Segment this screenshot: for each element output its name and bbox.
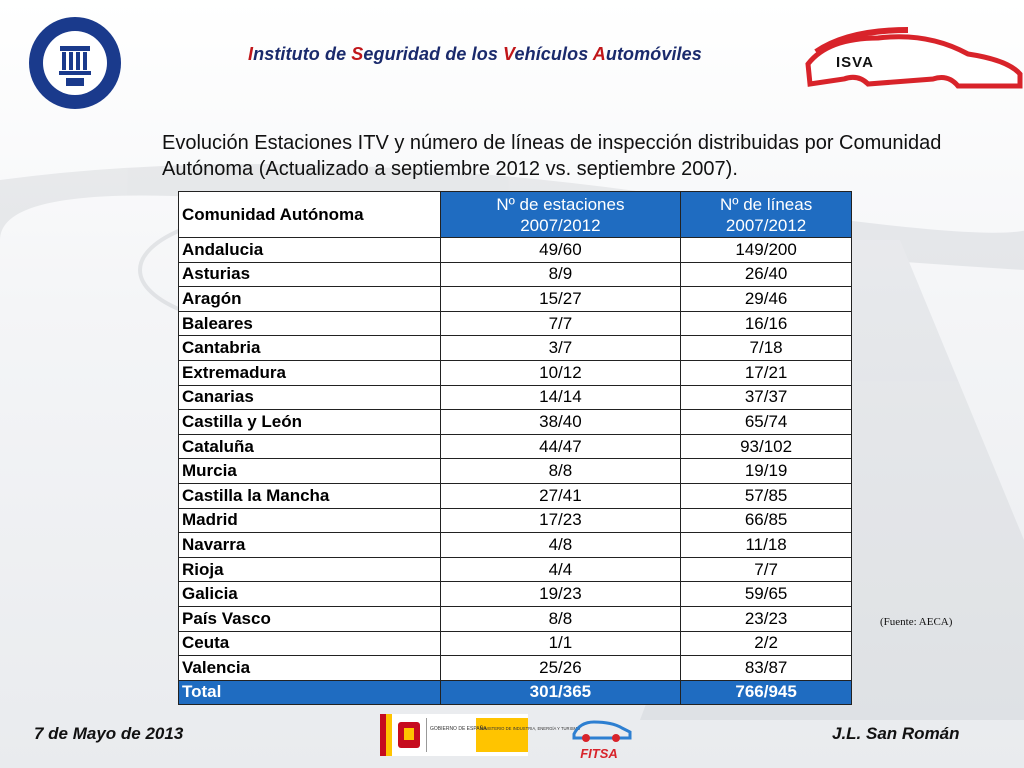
cell-region: País Vasco xyxy=(179,606,441,631)
cell-stations: 4/8 xyxy=(440,533,681,558)
total-stations: 301/365 xyxy=(440,680,681,705)
uc3m-logo xyxy=(26,14,124,112)
cell-lines: 57/85 xyxy=(681,483,852,508)
table-row xyxy=(179,557,852,582)
cell-stations: 17/23 xyxy=(440,508,681,533)
ministerio-gobierno-text: GOBIERNO DE ESPAÑA xyxy=(430,726,487,732)
cell-lines: 29/46 xyxy=(681,287,852,312)
cell-lines: 17/21 xyxy=(681,360,852,385)
cell-stations: 25/26 xyxy=(440,656,681,681)
itv-stations-table xyxy=(178,191,852,705)
ministerio-name-text: MINISTERIO DE INDUSTRIA, ENERGÍA Y TURISMO xyxy=(480,726,581,731)
cell-region: Cataluña xyxy=(179,434,441,459)
cell-stations: 4/4 xyxy=(440,557,681,582)
cell-region: Extremadura xyxy=(179,360,441,385)
header-title-initial: I xyxy=(248,44,254,64)
header-title-initial: S xyxy=(351,44,364,64)
fitsa-logo xyxy=(566,714,636,762)
cell-region: Castilla y León xyxy=(179,410,441,435)
table-row xyxy=(179,508,852,533)
table-row xyxy=(179,631,852,656)
column-header-lines: Nº de líneas 2007/2012 xyxy=(681,192,852,238)
fitsa-logo-text: FITSA xyxy=(580,746,618,761)
header-title-segment: nstituto de xyxy=(253,44,352,64)
cell-region: Cantabria xyxy=(179,336,441,361)
header-title-segment: eguridad de los xyxy=(363,44,504,64)
cell-lines: 65/74 xyxy=(681,410,852,435)
cell-stations: 14/14 xyxy=(440,385,681,410)
table-header-row xyxy=(179,192,852,238)
cell-lines: 19/19 xyxy=(681,459,852,484)
footer-date: 7 de Mayo de 2013 xyxy=(34,724,184,743)
cell-region: Asturias xyxy=(179,262,441,287)
header-title-segment: utomóviles xyxy=(605,44,702,64)
cell-stations: 44/47 xyxy=(440,434,681,459)
ministerio-logo xyxy=(380,714,581,756)
cell-lines: 7/18 xyxy=(681,336,852,361)
cell-region: Madrid xyxy=(179,508,441,533)
cell-region: Valencia xyxy=(179,656,441,681)
column-header-stations: Nº de estaciones 2007/2012 xyxy=(440,192,681,238)
table-row xyxy=(179,483,852,508)
cell-stations: 38/40 xyxy=(440,410,681,435)
cell-lines: 7/7 xyxy=(681,557,852,582)
cell-lines: 59/65 xyxy=(681,582,852,607)
header-title-initial: A xyxy=(592,44,606,64)
cell-region: Rioja xyxy=(179,557,441,582)
table-row xyxy=(179,533,852,558)
table-row xyxy=(179,238,852,263)
cell-region: Aragón xyxy=(179,287,441,312)
cell-lines: 149/200 xyxy=(681,238,852,263)
table-row xyxy=(179,434,852,459)
table-row xyxy=(179,311,852,336)
total-lines: 766/945 xyxy=(681,680,852,705)
cell-stations: 27/41 xyxy=(440,483,681,508)
table-row xyxy=(179,360,852,385)
cell-region: Baleares xyxy=(179,311,441,336)
cell-stations: 8/8 xyxy=(440,606,681,631)
cell-lines: 66/85 xyxy=(681,508,852,533)
isva-logo-text: ISVA xyxy=(836,54,874,71)
cell-lines: 26/40 xyxy=(681,262,852,287)
cell-lines: 83/87 xyxy=(681,656,852,681)
cell-stations: 10/12 xyxy=(440,360,681,385)
table-row xyxy=(179,336,852,361)
cell-lines: 93/102 xyxy=(681,434,852,459)
cell-region: Ceuta xyxy=(179,631,441,656)
cell-stations: 19/23 xyxy=(440,582,681,607)
table-row xyxy=(179,385,852,410)
cell-region: Castilla la Mancha xyxy=(179,483,441,508)
header-title-segment: ehículos xyxy=(514,44,593,64)
table-row xyxy=(179,656,852,681)
cell-lines: 37/37 xyxy=(681,385,852,410)
cell-stations: 8/9 xyxy=(440,262,681,287)
source-note: (Fuente: AECA) xyxy=(880,616,953,628)
cell-lines: 23/23 xyxy=(681,606,852,631)
total-label: Total xyxy=(179,680,441,705)
table-row xyxy=(179,410,852,435)
table-row xyxy=(179,606,852,631)
column-header-region: Comunidad Autónoma xyxy=(179,192,441,238)
cell-stations: 15/27 xyxy=(440,287,681,312)
cell-region: Navarra xyxy=(179,533,441,558)
table-row xyxy=(179,262,852,287)
cell-stations: 8/8 xyxy=(440,459,681,484)
table-row xyxy=(179,287,852,312)
intro-text: Evolución Estaciones ITV y número de líneas de inspección distribuidas por Comunidad Autónoma (Actualizado a septiembre 2012 vs. septiembre 2007). xyxy=(162,132,942,180)
cell-region: Murcia xyxy=(179,459,441,484)
cell-region: Galicia xyxy=(179,582,441,607)
header-title xyxy=(248,44,702,65)
footer-author: J.L. San Román xyxy=(832,724,960,743)
cell-region: Andalucia xyxy=(179,238,441,263)
cell-lines: 2/2 xyxy=(681,631,852,656)
table-row xyxy=(179,459,852,484)
cell-stations: 1/1 xyxy=(440,631,681,656)
header-title-initial: V xyxy=(503,44,515,64)
cell-region: Canarias xyxy=(179,385,441,410)
table-row xyxy=(179,582,852,607)
cell-stations: 7/7 xyxy=(440,311,681,336)
cell-stations: 3/7 xyxy=(440,336,681,361)
cell-stations: 49/60 xyxy=(440,238,681,263)
cell-lines: 16/16 xyxy=(681,311,852,336)
cell-lines: 11/18 xyxy=(681,533,852,558)
table-total-row xyxy=(179,680,852,705)
